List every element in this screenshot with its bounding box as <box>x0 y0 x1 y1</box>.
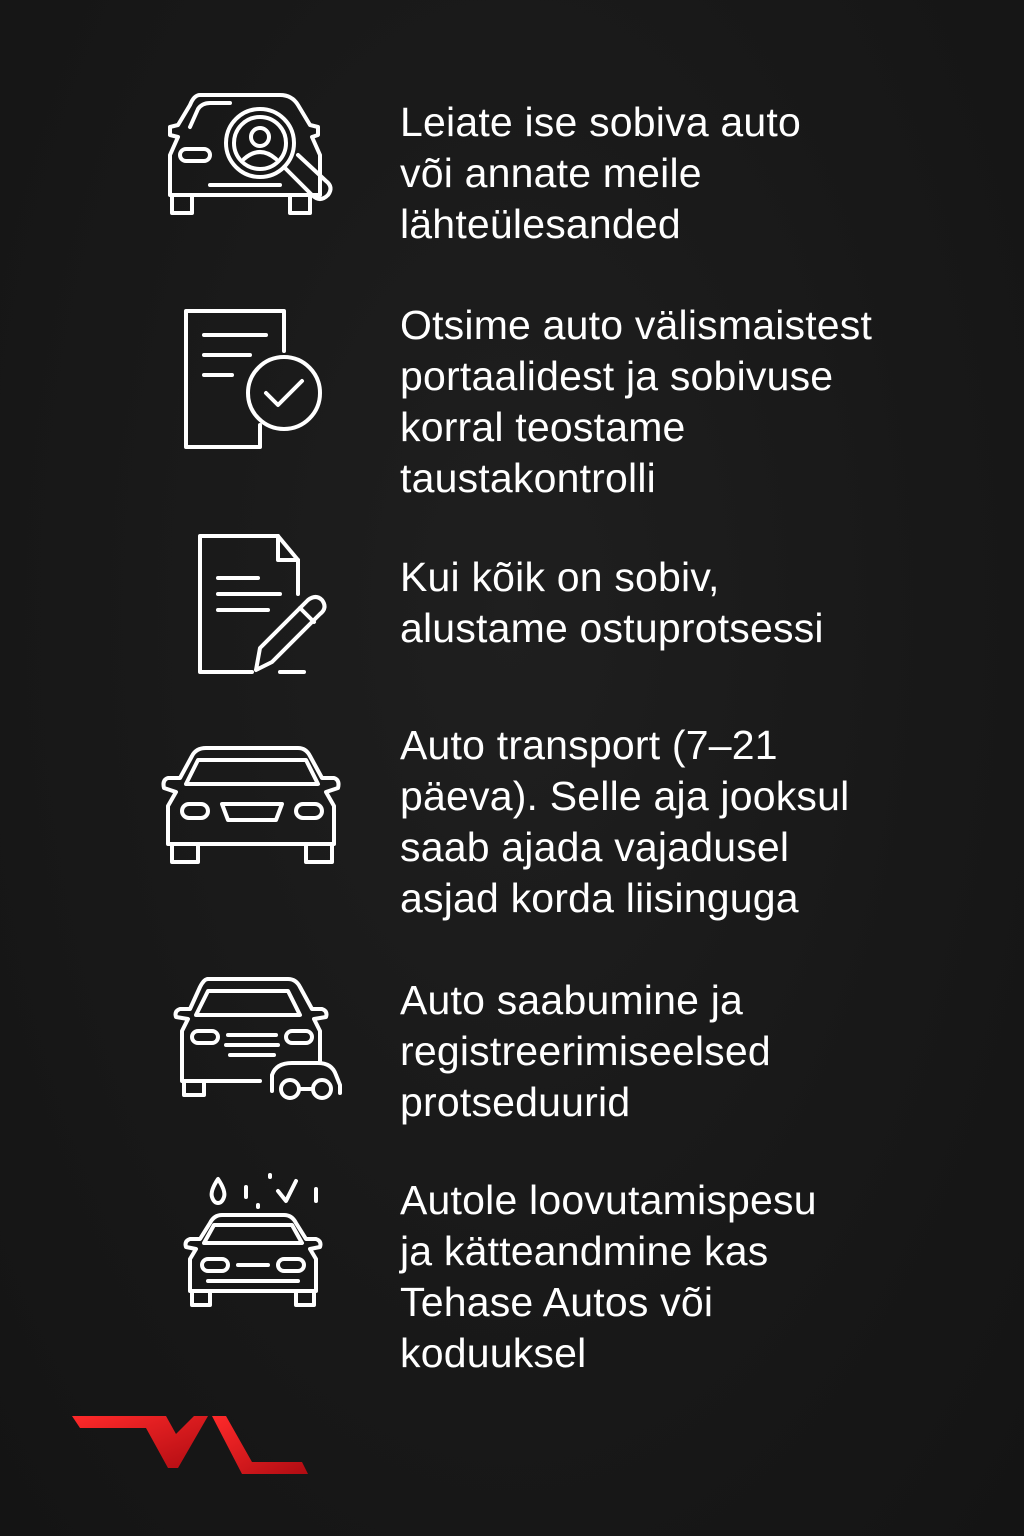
car-registration-icon <box>160 975 345 1105</box>
step-1-text: Leiate ise sobiva auto või annate meile lähteülesanded <box>400 99 802 247</box>
car-search-icon <box>160 85 345 220</box>
step-2-text: Otsime auto välismaistest portaalidest ja sobivuse korral teostame taustakontrolli <box>400 302 873 501</box>
car-wash-icon <box>160 1167 345 1317</box>
document-check-icon <box>160 305 345 455</box>
brand-logo-icon <box>70 1410 310 1480</box>
document-sign-icon <box>160 530 345 680</box>
step-6-text: Autole loovutamispesu ja kätteandmine kas Tehase Autos või koduuksel <box>400 1177 817 1376</box>
step-3-text: Kui kõik on sobiv, alustame ostuprotsessi <box>400 554 824 651</box>
step-4-text: Auto transport (7–21 päeva). Selle aja jooksul saab ajada vajadusel asjad korda liisinguga <box>400 722 850 921</box>
car-front-icon <box>160 738 345 868</box>
step-5-text: Auto saabumine ja registreerimiseelsed protseduurid <box>400 977 771 1125</box>
